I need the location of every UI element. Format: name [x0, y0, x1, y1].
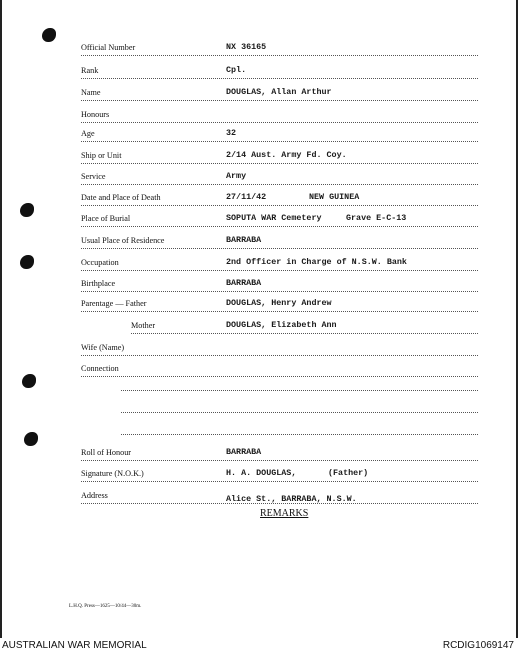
- archive-footer: [0, 638, 518, 654]
- ship-or-unit-row: [81, 149, 478, 163]
- birthplace-row: [81, 277, 478, 291]
- burial-row: [81, 212, 478, 226]
- address-label: Address: [81, 489, 109, 503]
- service-label: Service: [81, 170, 107, 184]
- service-row: [81, 170, 478, 184]
- mother-row: [131, 319, 478, 333]
- record-id: RCDIG1069147: [442, 640, 514, 651]
- rank-value: Cpl.: [226, 65, 247, 75]
- service-value: Army: [226, 171, 247, 181]
- roll-of-honour-row: [81, 446, 478, 460]
- occupation-value: 2nd Officer in Charge of N.S.W. Bank: [226, 257, 407, 267]
- connection-line: [121, 411, 478, 413]
- roll-of-honour-value: BARRABA: [226, 447, 262, 457]
- signature-value: H. A. DOUGLAS,: [226, 468, 297, 478]
- death-row: [81, 191, 478, 205]
- name-row: [81, 86, 478, 100]
- official-number-row: [81, 41, 478, 55]
- residence-label: Usual Place of Residence: [81, 234, 165, 248]
- age-label: Age: [81, 127, 96, 141]
- death-date-value: 27/11/42: [226, 192, 267, 202]
- connection-label: Connection: [81, 362, 120, 376]
- signature-row: [81, 467, 478, 481]
- official-number-label: Official Number: [81, 41, 136, 55]
- death-place-value: NEW GUINEA: [309, 192, 360, 202]
- remarks-heading: REMARKS: [260, 508, 309, 519]
- punch-hole: [20, 255, 34, 269]
- burial-label: Place of Burial: [81, 212, 131, 226]
- signature-relation-value: (Father): [328, 468, 369, 478]
- wife-label: Wife (Name): [81, 341, 125, 355]
- burial-value: SOPUTA WAR Cemetery: [226, 213, 322, 223]
- honours-row: [81, 108, 478, 122]
- roll-of-honour-label: Roll of Honour: [81, 446, 132, 460]
- residence-row: [81, 234, 478, 248]
- father-label: Parentage — Father: [81, 297, 147, 311]
- punch-hole: [20, 203, 34, 217]
- honours-label: Honours: [81, 108, 110, 122]
- official-number-value: NX 36165: [226, 42, 267, 52]
- age-value: 32: [226, 128, 237, 138]
- connection-row: [81, 362, 478, 376]
- name-label: Name: [81, 86, 102, 100]
- name-value: DOUGLAS, Allan Arthur: [226, 87, 332, 97]
- punch-hole: [24, 432, 38, 446]
- residence-value: BARRABA: [226, 235, 262, 245]
- death-label: Date and Place of Death: [81, 191, 162, 205]
- mother-value: DOUGLAS, Elizabeth Ann: [226, 320, 337, 330]
- archive-name: AUSTRALIAN WAR MEMORIAL: [2, 640, 147, 651]
- punch-hole: [22, 374, 36, 388]
- mother-label: Mother: [131, 319, 156, 333]
- burial-grave-value: Grave E-C-13: [346, 213, 407, 223]
- rank-row: [81, 64, 478, 78]
- rank-label: Rank: [81, 64, 99, 78]
- ship-or-unit-label: Ship or Unit: [81, 149, 123, 163]
- wife-row: [81, 341, 478, 355]
- birthplace-value: BARRABA: [226, 278, 262, 288]
- connection-line: [121, 389, 478, 391]
- occupation-row: [81, 256, 478, 270]
- ship-or-unit-value: 2/14 Aust. Army Fd. Coy.: [226, 150, 347, 160]
- address-row: [81, 489, 478, 503]
- father-value: DOUGLAS, Henry Andrew: [226, 298, 332, 308]
- father-row: [81, 297, 478, 311]
- printer-imprint: L.H.Q. Press—1625—10/44—30m.: [69, 604, 142, 609]
- address-value: Alice St., BARRABA, N.S.W.: [226, 494, 357, 504]
- birthplace-label: Birthplace: [81, 277, 116, 291]
- occupation-label: Occupation: [81, 256, 120, 270]
- signature-label: Signature (N.O.K.): [81, 467, 145, 481]
- punch-hole: [42, 28, 56, 42]
- age-row: [81, 127, 478, 141]
- connection-line: [121, 433, 478, 435]
